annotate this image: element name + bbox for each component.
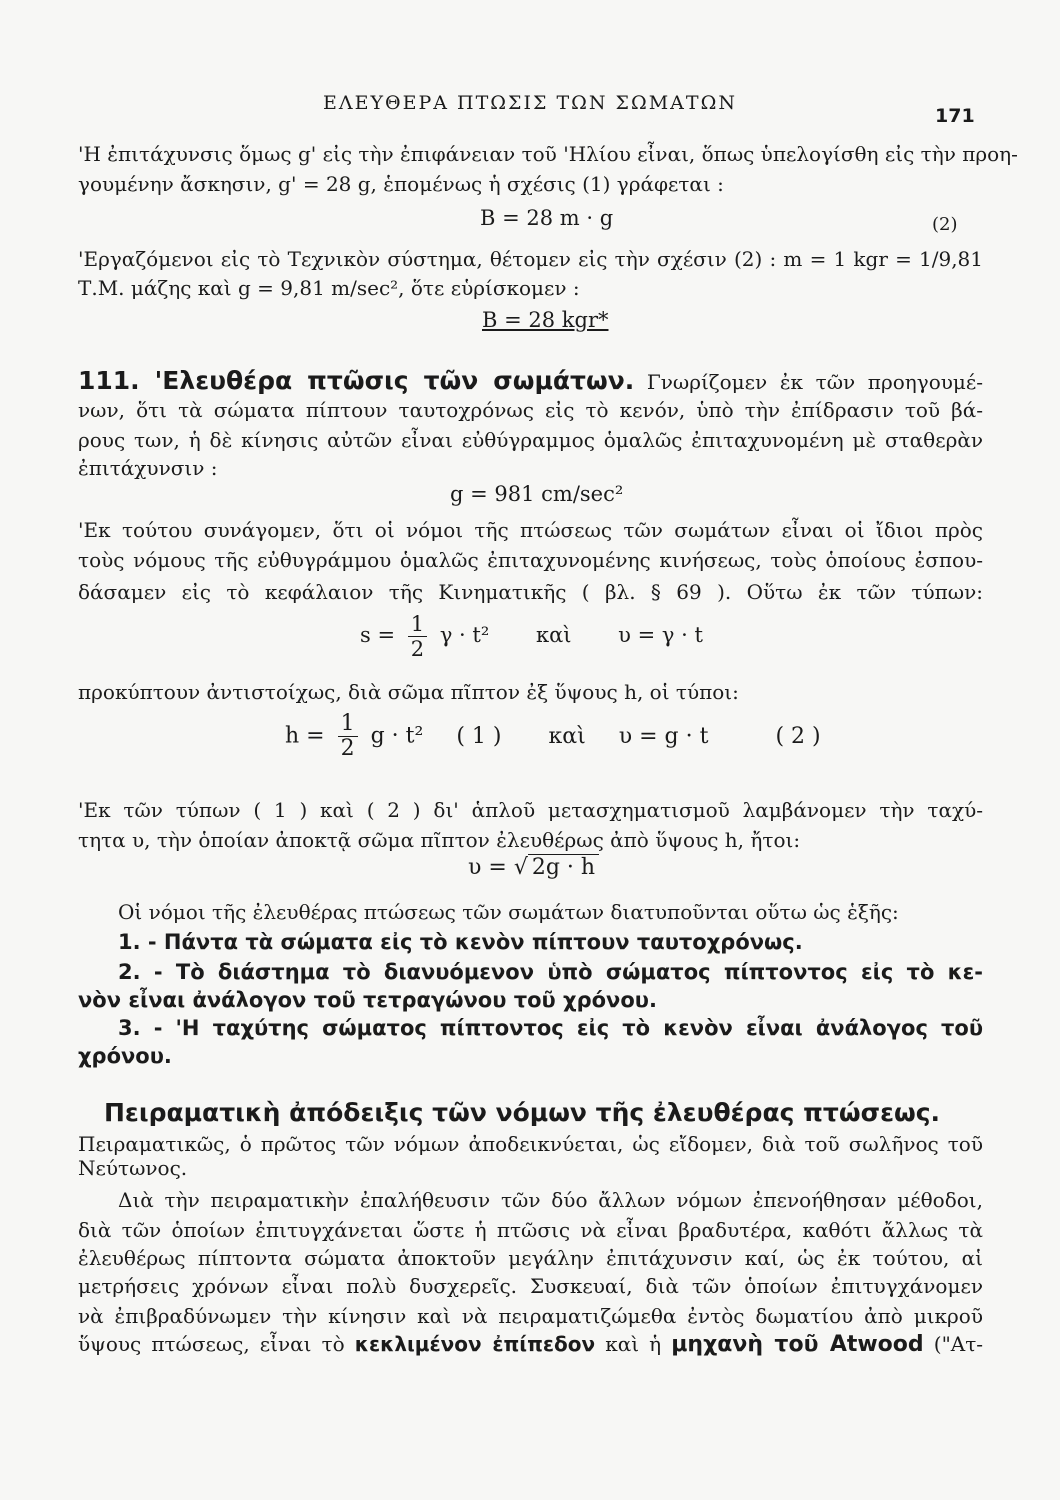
formula-velocity: υ = g · t	[618, 723, 709, 749]
formula-free-fall	[285, 712, 821, 761]
fraction-half	[338, 712, 358, 761]
text-line: ἐπιτάχυνσιν :	[78, 456, 218, 480]
sqrt-radicand: 2g · h	[528, 854, 599, 880]
text-line: γουμένην ἄσκησιν, g' = 28 g, ἑπομένως ἡ σχέσις (1) γράφεται :	[78, 172, 724, 196]
fraction-half	[408, 612, 427, 661]
formula-velocity-root	[468, 855, 599, 880]
equation-result: B = 28 kgr*	[482, 308, 609, 332]
text-line: 'Εκ τούτου συνάγομεν, ὅτι οἱ νόμοι τῆς πτώσεως τῶν σωμάτων εἶναι οἱ ἴδιοι πρὸς	[78, 518, 983, 542]
text-line: Οἱ νόμοι τῆς ἐλευθέρας πτώσεως τῶν σωμάτων διατυποῦνται οὕτω ὡς ἑξῆς:	[118, 900, 899, 924]
formula-rhs: γ · t²	[439, 623, 490, 647]
formula-lhs: υ =	[468, 855, 507, 880]
fraction-denominator: 2	[410, 637, 425, 661]
sqrt-icon: √	[513, 855, 528, 880]
equation-tag: ( 1 )	[456, 723, 502, 749]
text-line: 'Εργαζόμενοι εἰς τὸ Τεχνικὸν σύστημα, θέτομεν εἰς τὴν σχέσιν (2) : m = 1 kgr = 1/9,81	[78, 247, 983, 271]
conjunction: καὶ	[548, 723, 586, 749]
equation-g: g = 981 cm/sec²	[450, 482, 624, 506]
section-111-first-line	[78, 366, 983, 397]
text-line: Πειραματικῶς, ὁ πρῶτος τῶν νόμων ἀποδεικνύεται, ὡς εἴδομεν, διὰ τοῦ σωλῆνος τοῦ	[78, 1132, 983, 1156]
text-line: προκύπτουν ἀντιστοίχως, διὰ σῶμα πῖπτον ἐξ ὕψους h, οἱ τύποι:	[78, 680, 739, 704]
text-span: ὕψους πτώσεως, εἶναι τὸ	[78, 1332, 345, 1356]
law-2: 2. - Τὸ διάστημα τὸ διανυόμενον ὑπὸ σώματος πίπτοντος εἰς τὸ κε-	[118, 960, 983, 984]
formula-velocity: υ = γ · t	[618, 623, 703, 647]
fraction-denominator: 2	[340, 736, 355, 761]
text-line: τοὺς νόμους τῆς εὐθυγράμμου ὁμαλῶς ἐπιταχυνομένης κινήσεως, τοὺς ὁποίους ἐσπου-	[78, 548, 983, 572]
text-line: Τ.Μ. μάζης καὶ g = 9,81 m/sec², ὅτε εὑρίσκομεν :	[78, 276, 580, 300]
equation-tag: ( 2 )	[775, 723, 821, 749]
subsection-heading: Πειραματικὴ ἀπόδειξις τῶν νόμων τῆς ἐλευθέρας πτώσεως.	[104, 1098, 941, 1127]
text-span: καὶ ἡ	[605, 1332, 662, 1356]
text-line: ρους των, ἡ δὲ κίνησις αὐτῶν εἶναι εὐθύγραμμος ὁμαλῶς ἐπιταχυνομένη μὲ σταθερὰν	[78, 428, 983, 452]
section-heading: 111. 'Ελευθέρα πτῶσις τῶν σωμάτων.	[78, 366, 635, 395]
formula-lhs: s =	[360, 623, 396, 647]
equation-2: B = 28 m · g	[480, 206, 614, 230]
text-line: μετρήσεις χρόνων εἶναι πολὺ δυσχερεῖς. Συσκευαί, διὰ τῶν ὁποίων ἐπιτυγχάνομεν	[78, 1274, 983, 1298]
text-line: νὰ ἐπιβραδύνωμεν τὴν κίνησιν καὶ νὰ πειραματιζώμεθα ἐντὸς δωματίου ἀπὸ μικροῦ	[78, 1304, 983, 1328]
text-span: ("Ατ-	[933, 1332, 984, 1356]
conjunction: καὶ	[535, 623, 572, 647]
text-line: 'Η ἐπιτάχυνσις ὅμως g' εἰς τὴν ἐπιφάνειαν τοῦ 'Ηλίου εἶναι, ὅπως ὑπελογίσθη εἰς τὴν προη-	[78, 142, 1018, 166]
text-line: Γνωρίζομεν ἐκ τῶν προηγουμέ-	[646, 370, 984, 394]
law-2-continued: νὸν εἶναι ἀνάλογον τοῦ τετραγώνου τοῦ χρόνου.	[78, 988, 657, 1012]
fraction-numerator: 1	[338, 712, 358, 737]
text-line: Διὰ τὴν πειραματικὴν ἐπαλήθευσιν τῶν δύο ἄλλων νόμων ἐπενοήθησαν μέθοδοι,	[118, 1188, 983, 1212]
term-inclined-plane: κεκλιμένον ἐπίπεδον	[354, 1332, 596, 1356]
formula-kinematics	[360, 612, 703, 661]
text-line: ἐλευθέρως πίπτοντα σώματα ἀποκτοῦν μεγάλην ἐπιτάχυνσιν καί, ὡς ἐκ τούτου, αἱ	[78, 1246, 983, 1270]
page-number: 171	[935, 105, 975, 127]
text-line-mixed	[78, 1332, 983, 1357]
equation-tag: (2)	[932, 214, 958, 235]
law-1: 1. - Πάντα τὰ σώματα εἰς τὸ κενὸν πίπτουν ταυτοχρόνως.	[118, 930, 803, 954]
formula-lhs: h =	[285, 723, 325, 749]
running-header: ΕΛΕΥΘΕΡΑ ΠΤΩΣΙΣ ΤΩΝ ΣΩΜΑΤΩΝ	[323, 92, 737, 114]
text-line: τητα υ, τὴν ὁποίαν ἀποκτᾷ σῶμα πῖπτον ἐλευθέρως ἀπὸ ὕψους h, ἤτοι:	[78, 828, 801, 852]
text-line: διὰ τῶν ὁποίων ἐπιτυγχάνεται ὥστε ἡ πτῶσις νὰ εἶναι βραδυτέρα, καθότι ἄλλως τὰ	[78, 1218, 983, 1242]
text-line: δάσαμεν εἰς τὸ κεφάλαιον τῆς Κινηματικῆς ( βλ. § 69 ). Οὕτω ἐκ τῶν τύπων:	[78, 580, 983, 604]
text-line: νων, ὅτι τὰ σώματα πίπτουν ταυτοχρόνως εἰς τὸ κενόν, ὑπὸ τὴν ἐπίδρασιν τοῦ βά-	[78, 398, 983, 422]
formula-rhs: g · t²	[370, 723, 424, 749]
law-3: 3. - 'Η ταχύτης σώματος πίπτοντος εἰς τὸ κενὸν εἶναι ἀνάλογος τοῦ	[118, 1016, 983, 1040]
text-line: 'Εκ τῶν τύπων ( 1 ) καὶ ( 2 ) δι' ἁπλοῦ μετασχηματισμοῦ λαμβάνομεν τὴν ταχύ-	[78, 798, 983, 822]
law-3-continued: χρόνου.	[78, 1044, 172, 1068]
text-line: Νεύτωνος.	[78, 1156, 188, 1180]
term-atwood-machine: μηχανὴ τοῦ Atwood	[671, 1332, 924, 1357]
fraction-numerator: 1	[408, 612, 427, 637]
